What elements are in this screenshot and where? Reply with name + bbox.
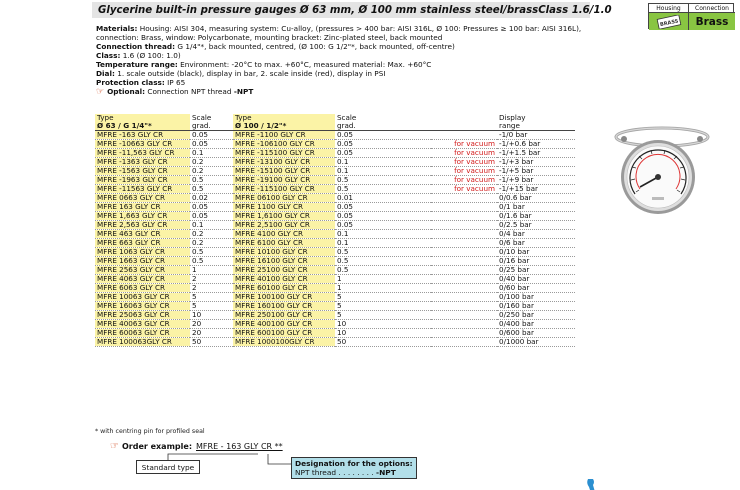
vacuum-note: for vacuum	[431, 149, 497, 158]
table-cell: 10	[335, 320, 431, 329]
table-cell: 0.05	[335, 203, 431, 212]
optional-label: Optional:	[107, 87, 146, 96]
designation-dots: . . . . . . . .	[336, 468, 377, 477]
table-cell: 0/60 bar	[497, 284, 575, 293]
table-cell: 1	[335, 284, 431, 293]
table-cell: 0.5	[335, 257, 431, 266]
footnote: * with centring pin for profiled seal	[95, 428, 205, 435]
table-cell: -1/+0.6 bar	[497, 140, 575, 149]
optional-text: Connection NPT thread	[145, 87, 234, 96]
table-cell: -1/+9 bar	[497, 176, 575, 185]
table-cell: 0/2.5 bar	[497, 221, 575, 230]
header-cell: range	[497, 122, 575, 131]
vacuum-note: for vacuum	[431, 167, 497, 176]
table-cell: 0/40 bar	[497, 275, 575, 284]
connection-header: Connection	[689, 4, 735, 13]
table-cell: MFRE 163 GLY CR	[95, 203, 190, 212]
table-cell: MFRE 40063 GLY CR	[95, 320, 190, 329]
class-text: 1.6 (Ø 100: 1.0)	[120, 51, 181, 60]
table-cell: 0.2	[190, 167, 233, 176]
table-cell: 0/160 bar	[497, 302, 575, 311]
table-cell: 2	[190, 275, 233, 284]
table-cell: 50	[335, 338, 431, 347]
table-cell: 0/100 bar	[497, 293, 575, 302]
page-marker-icon	[586, 478, 596, 490]
table-cell: 0.05	[335, 221, 431, 230]
table-cell: 0.05	[335, 140, 431, 149]
table-cell: MFRE 2563 GLY CR	[95, 266, 190, 275]
table-cell: MFRE -11563 GLY CR	[95, 185, 190, 194]
table-cell: 1	[190, 266, 233, 275]
pointing-hand-icon: ☞	[96, 87, 105, 97]
table-cell: MFRE 250100 GLY CR	[233, 311, 335, 320]
temperature-text: Environment: -20°C to max. +60°C, measured material: Max. +60°C	[177, 60, 432, 69]
table-cell: MFRE 4063 GLY CR	[95, 275, 190, 284]
table-cell: 0.01	[335, 194, 431, 203]
header-cell: Ø 100 / 1/2"*	[233, 122, 335, 131]
table-cell: 0.2	[190, 230, 233, 239]
table-cell: 0/1000 bar	[497, 338, 575, 347]
table-cell: MFRE 400100 GLY CR	[233, 320, 335, 329]
table-cell: MFRE 1000100GLY CR	[233, 338, 335, 347]
protection-label: Protection class:	[96, 78, 165, 87]
header-cell: Display	[499, 114, 526, 123]
table-cell: -1/+15 bar	[497, 185, 575, 194]
designation-box	[291, 457, 417, 479]
table-cell: 1	[335, 275, 431, 284]
housing-header: Housing	[649, 4, 689, 13]
table-cell: MFRE -1963 GLY CR	[95, 176, 190, 185]
table-cell: MFRE 600100 GLY CR	[233, 329, 335, 338]
designation-title: Designation for the options:	[295, 459, 413, 468]
table-cell: 0.02	[190, 194, 233, 203]
materials-label: Materials:	[96, 24, 138, 33]
table-cell: MFRE -115100 GLY CR	[233, 185, 335, 194]
table-cell: MFRE 6063 GLY CR	[95, 284, 190, 293]
table-cell: MFRE -106100 GLY CR	[233, 140, 335, 149]
table-cell: 0.1	[335, 158, 431, 167]
table-cell: 0.05	[335, 131, 431, 140]
table-cell: 0/25 bar	[497, 266, 575, 275]
table-cell: MFRE 4100 GLY CR	[233, 230, 335, 239]
accuracy-class: Class 1.6/1.0	[538, 4, 612, 16]
designation-code: -NPT	[376, 468, 396, 477]
table-cell: MFRE -1100 GLY CR	[233, 131, 335, 140]
order-example-label: Order example:	[121, 442, 193, 451]
table-cell: MFRE 60063 GLY CR	[95, 329, 190, 338]
table-cell: 5	[190, 293, 233, 302]
table-cell: 0.05	[335, 149, 431, 158]
table-cell: 0/6 bar	[497, 239, 575, 248]
table-cell: 0.05	[190, 131, 233, 140]
table-cell: 5	[335, 293, 431, 302]
pointing-hand-icon: ☞	[110, 441, 119, 452]
table-cell: -1/+5 bar	[497, 167, 575, 176]
table-cell: 0.1	[335, 167, 431, 176]
header-cell: grad.	[190, 122, 233, 131]
header-cell: Type	[233, 114, 335, 122]
table-cell: -1/0 bar	[497, 131, 575, 140]
table-cell: 0.5	[335, 248, 431, 257]
table-cell: MFRE 2,5100 GLY CR	[233, 221, 335, 230]
table-cell: 0/250 bar	[497, 311, 575, 320]
table-cell: 0/0.6 bar	[497, 194, 575, 203]
table-cell: MFRE 160100 GLY CR	[233, 302, 335, 311]
table-cell: 0.05	[190, 140, 233, 149]
table-cell: MFRE 1100 GLY CR	[233, 203, 335, 212]
table-cell: MFRE 0663 GLY CR	[95, 194, 190, 203]
table-cell: 0.05	[190, 212, 233, 221]
table-cell: MFRE 16063 GLY CR	[95, 302, 190, 311]
table-cell: 0.5	[335, 266, 431, 275]
table-cell: 20	[190, 329, 233, 338]
table-cell: MFRE 1663 GLY CR	[95, 257, 190, 266]
vacuum-note: for vacuum	[431, 185, 497, 194]
table-cell: MFRE 16100 GLY CR	[233, 257, 335, 266]
table-cell: 0.5	[190, 248, 233, 257]
protection-text: IP 65	[164, 78, 186, 87]
table-cell: 0/10 bar	[497, 248, 575, 257]
table-cell: MFRE -1563 GLY CR	[95, 167, 190, 176]
table-cell: MFRE -11,563 GLY CR	[95, 149, 190, 158]
vacuum-note: for vacuum	[431, 158, 497, 167]
table-cell: 20	[190, 320, 233, 329]
table-cell: 0.2	[190, 239, 233, 248]
table-cell: MFRE 100100 GLY CR	[233, 293, 335, 302]
table-cell: 5	[335, 302, 431, 311]
housing-icon-text: BRASS	[659, 17, 679, 28]
table-cell: 0/4 bar	[497, 230, 575, 239]
table-cell: -1/+3 bar	[497, 158, 575, 167]
standard-type-box: Standard type	[136, 460, 200, 474]
table-cell: -1/+1.5 bar	[497, 149, 575, 158]
table-cell: MFRE 10100 GLY CR	[233, 248, 335, 257]
temperature-label: Temperature range:	[96, 60, 178, 69]
table-cell: MFRE 60100 GLY CR	[233, 284, 335, 293]
table-cell: 0.1	[335, 239, 431, 248]
connection-thread-text: G 1/4"*, back mounted, centred, (Ø 100: G 1/2"*, back mounted, off-centre)	[175, 42, 455, 51]
table-cell: MFRE -115100 GLY CR	[233, 149, 335, 158]
header-cell: Type	[95, 114, 190, 122]
table-cell: 0/16 bar	[497, 257, 575, 266]
table-cell: 0/400 bar	[497, 320, 575, 329]
designation-item: NPT thread	[295, 468, 337, 477]
table-cell: MFRE 1,6100 GLY CR	[233, 212, 335, 221]
table-cell: MFRE 6100 GLY CR	[233, 239, 335, 248]
table-cell: 5	[190, 302, 233, 311]
table-cell: 10	[190, 311, 233, 320]
vacuum-note: for vacuum	[431, 176, 497, 185]
table-cell: MFRE -15100 GLY CR	[233, 167, 335, 176]
materials-text: Housing: AISI 304, measuring system: Cu-alloy, (pressures > 400 bar: AISI 316L, Ø 100: Pressures ≥ 100 bar: AISI 316L), connection: Brass, window: Polycarbonate, mounting bracket: Zinc-plated steel, back mounted	[96, 24, 582, 42]
table-cell: 0.2	[190, 158, 233, 167]
table-cell: 50	[190, 338, 233, 347]
table-cell: 0.05	[190, 203, 233, 212]
table-cell: MFRE -10663 GLY CR	[95, 140, 190, 149]
header-cell: grad.	[335, 122, 431, 131]
table-cell: MFRE 25063 GLY CR	[95, 311, 190, 320]
table-cell: MFRE 100063GLY CR	[95, 338, 190, 347]
table-cell: MFRE 1063 GLY CR	[95, 248, 190, 257]
table-cell: 0.5	[335, 176, 431, 185]
table-cell: 0.5	[335, 185, 431, 194]
table-cell: 10	[335, 329, 431, 338]
table-cell: MFRE 1,663 GLY CR	[95, 212, 190, 221]
connection-value: Brass	[689, 13, 735, 30]
table-cell: 0.5	[190, 257, 233, 266]
header-cell: Ø 63 / G 1/4"*	[95, 122, 190, 131]
table-cell: 0/600 bar	[497, 329, 575, 338]
dial-text: 1. scale outside (black), display in bar, 2. scale inside (red), display in PSI	[114, 69, 386, 78]
table-cell: MFRE 463 GLY CR	[95, 230, 190, 239]
table-cell: MFRE -13100 GLY CR	[233, 158, 335, 167]
table-cell: MFRE -1363 GLY CR	[95, 158, 190, 167]
table-cell: 0.1	[190, 149, 233, 158]
table-cell: 5	[335, 311, 431, 320]
table-cell: 0.5	[190, 185, 233, 194]
table-cell: 2	[190, 284, 233, 293]
class-label: Class:	[96, 51, 121, 60]
header-cell: Scale	[192, 114, 212, 123]
vacuum-note: for vacuum	[431, 140, 497, 149]
table-cell: MFRE 25100 GLY CR	[233, 266, 335, 275]
order-example-code: MFRE - 163 GLY CR **	[196, 442, 283, 451]
page-title: Glycerine built-in pressure gauges Ø 63 mm, Ø 100 mm stainless steel/brass	[98, 4, 539, 16]
table-cell: MFRE 10063 GLY CR	[95, 293, 190, 302]
table-cell: 0.1	[190, 221, 233, 230]
table-cell: 0/1.6 bar	[497, 212, 575, 221]
connection-thread-label: Connection thread:	[96, 42, 176, 51]
table-cell: MFRE 40100 GLY CR	[233, 275, 335, 284]
designation-line	[295, 468, 413, 477]
table-cell: MFRE -19100 GLY CR	[233, 176, 335, 185]
table-cell: MFRE 06100 GLY CR	[233, 194, 335, 203]
table-cell: 0.5	[190, 176, 233, 185]
optional-suffix: -NPT	[233, 87, 254, 96]
table-cell: 0.05	[335, 212, 431, 221]
table-cell: 0/1 bar	[497, 203, 575, 212]
dial-label: Dial:	[96, 69, 115, 78]
table-cell: 0.1	[335, 230, 431, 239]
table-cell: MFRE 663 GLY CR	[95, 239, 190, 248]
table-cell: MFRE -163 GLY CR	[95, 131, 190, 140]
table-cell: MFRE 2,563 GLY CR	[95, 221, 190, 230]
header-cell: Scale	[337, 114, 357, 123]
pressure-gauge-image	[602, 125, 720, 217]
